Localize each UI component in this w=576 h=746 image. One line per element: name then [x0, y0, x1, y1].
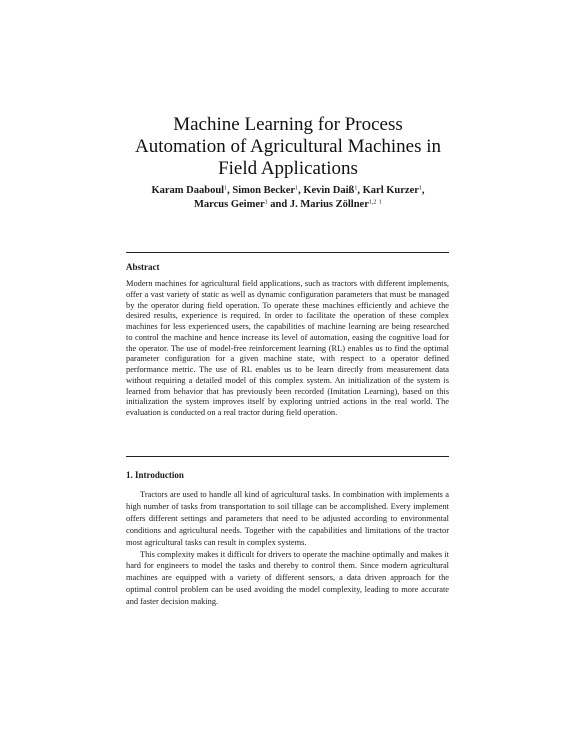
author-list: [100, 184, 476, 212]
author-name: Karl Kurzer: [362, 185, 419, 196]
paragraph: Tractors are used to handle all kind of agricultural tasks. In combination with implements a high number of tasks from transportation to soil tillage can be accomplished. Every implement offers different settings and parameters that need to be adjusted according to environmental conditions and agricultural needs. Together with the capabilities and limitations of the tractor most agricultural tasks can result in complex systems.: [126, 490, 449, 547]
abstract-heading: Abstract: [126, 262, 160, 272]
author-affiliation: 1: [418, 185, 422, 192]
abstract-bottom-rule: [126, 456, 449, 457]
author-affiliation: 1: [295, 185, 299, 192]
author-line: [100, 198, 476, 212]
author-connector: and: [270, 199, 288, 210]
author-name: Karam Daaboul: [151, 185, 225, 196]
abstract-top-rule: [126, 252, 449, 253]
author-name: Simon Becker: [232, 185, 296, 196]
paragraph: This complexity makes it difficult for drivers to operate the machine optimally and makes it hard for engineers to model the tasks and thereby to control them. Since modern agricultural machines are equipped with a variety of different sensors, a data driven approach for the optimal control problem can be used avoiding the model complexity, leading to more accurate and faster decision making.: [126, 549, 449, 607]
author-name: Kevin Daiß: [303, 185, 355, 196]
author-affiliation: 1: [354, 185, 358, 192]
author-line: Karam Daaboul$^1$, Simon Becker$^1$, Kevin Daiß$^1$, Karl Kurzer$^1$,: [151, 185, 425, 196]
author-affiliation: 1: [379, 199, 382, 206]
title-line: Machine Learning for Process: [173, 114, 403, 135]
section-heading-introduction: 1. Introduction: [126, 470, 184, 480]
title-line: Automation of Agricultural Machines in: [134, 136, 442, 157]
paper-title: [100, 114, 476, 180]
author-name: J. Marius Zöllner: [289, 199, 369, 210]
introduction-body: [126, 489, 449, 608]
author-affiliation: 1,2: [368, 199, 377, 206]
abstract-text: Modern machines for agricultural field applications, such as tractors with different implements, offer a vast variety of static as well as dynamic configuration parameters that must be managed by the operator during field operation. To operate these machines efficiently and achieve the desired results, experience is required. In order to facilitate the operation of these complex machines for less experienced users, the capabilities of machine learning are being researched to control the machine and hence increase its level of automation, easing the cognitive load for the operator. The use of model-free reinforcement learning (RL) enables us to find the optimal parameter configuration for a given machine state, with respect to a operator defined performance metric. The use of RL enables us to be learn directly from measurement data without requiring a detailed model of this complex system. An initialization of the system is learned from behavior that has previously been recorded (Imitation Learning), based on this initialization the system improves itself by exploring untried actions in the real world. The evaluation is conducted on a real tractor during field operation.: [126, 279, 449, 417]
author-affiliation: 1: [264, 199, 268, 206]
author-affiliation: 1: [224, 185, 228, 192]
author-name: Marcus Geimer: [193, 199, 265, 210]
title-line: Field Applications: [218, 158, 358, 179]
